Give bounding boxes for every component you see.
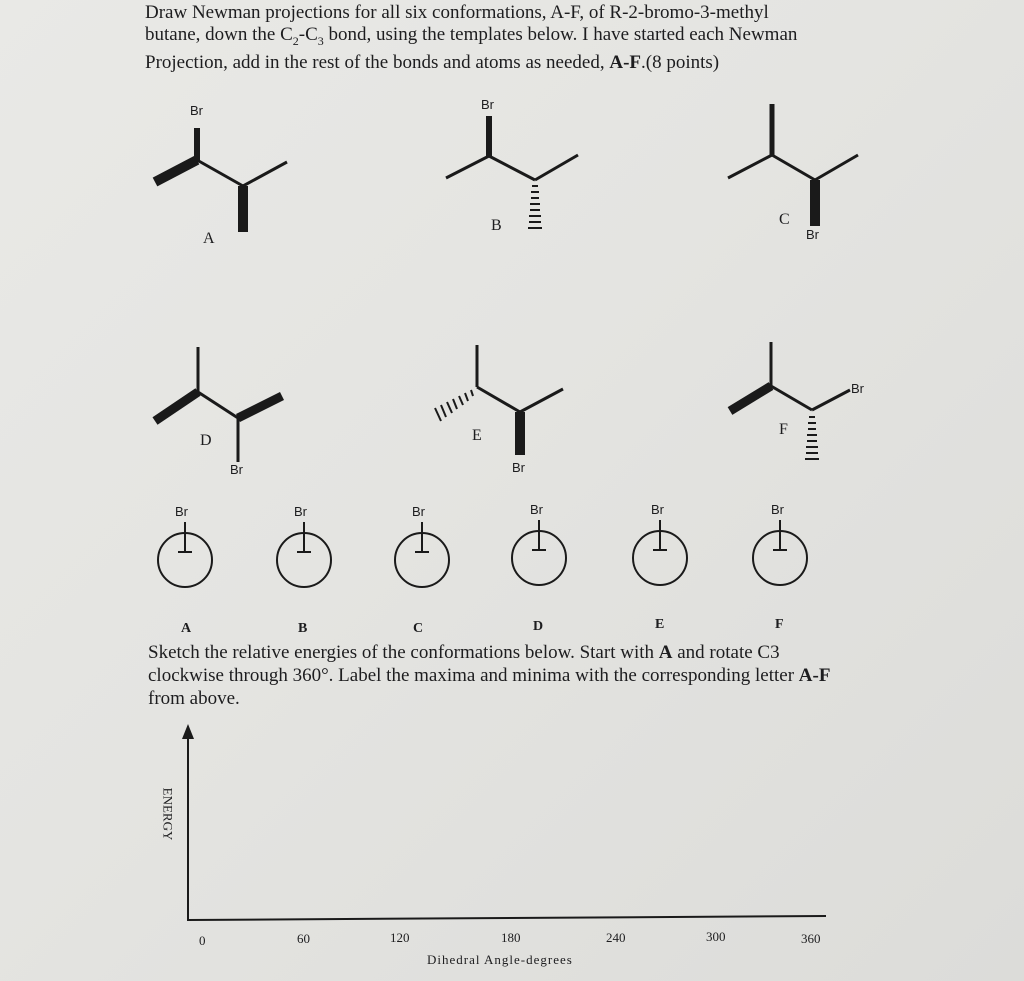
template-b-br-label: Br — [481, 97, 494, 112]
energy-axes — [182, 724, 826, 921]
tick-360: 360 — [801, 931, 821, 946]
tick-60: 60 — [297, 931, 310, 946]
template-f-structure — [730, 342, 850, 411]
newman-a-letter: A — [181, 621, 192, 636]
newman-c-letter: C — [413, 621, 424, 636]
template-a-letter: A — [203, 230, 215, 247]
newman-f-letter: F — [775, 617, 784, 632]
newman-a — [158, 522, 212, 587]
template-e-letter: E — [472, 427, 482, 444]
template-d-br-label: Br — [230, 462, 243, 477]
tick-240: 240 — [606, 930, 626, 945]
energy-instructions: Sketch the relative energies of the conformations below. Start with A and rotate C3 clockwise through 360°. Label the maxima and minima with the corresponding letter A-F from above. — [148, 642, 831, 709]
energy-axis-label: ENERGY — [160, 787, 176, 841]
template-e-hashed-bond — [435, 390, 473, 421]
tick-0: 0 — [199, 933, 206, 948]
newman-b-br: Br — [294, 504, 307, 519]
template-a-structure — [155, 128, 287, 232]
question-text: Draw Newman projections for all six conformations, A-F, of R-2-bromo-3-methyl butane, down the $C_2-C_3$ bond, using the templates below. I have started each Newman Projection, add in the rest of the bonds and atoms as needed, A-F.(8 points) — [145, 2, 798, 73]
template-f-br-label: Br — [851, 381, 864, 396]
template-e-structure — [477, 345, 563, 455]
newman-b — [277, 522, 331, 587]
template-a-br-label: Br — [190, 103, 203, 118]
newman-circles — [158, 520, 807, 587]
newman-f-br: Br — [771, 502, 784, 517]
template-f-letter: F — [779, 421, 788, 438]
dihedral-axis-label: Dihedral Angle-degrees — [427, 952, 573, 967]
template-d-letter: D — [200, 432, 212, 449]
template-b-hashed-bond — [528, 186, 542, 228]
template-e-br-label: Br — [512, 460, 525, 475]
newman-a-br: Br — [175, 504, 188, 519]
template-b-structure — [446, 116, 578, 180]
template-c-letter: C — [779, 211, 790, 228]
newman-d-letter: D — [533, 619, 544, 634]
template-b-letter: B — [491, 217, 502, 234]
template-d-structure — [155, 347, 282, 462]
template-c-br-label: Br — [806, 227, 819, 242]
newman-d-br: Br — [530, 502, 543, 517]
tick-180: 180 — [501, 930, 521, 945]
template-f-hashed-bond — [805, 417, 819, 459]
tick-120: 120 — [390, 930, 410, 945]
tick-300: 300 — [706, 929, 726, 944]
newman-e-br: Br — [651, 502, 664, 517]
newman-c — [395, 522, 449, 587]
newman-e-letter: E — [655, 617, 665, 632]
newman-c-br: Br — [412, 504, 425, 519]
template-c-structure — [728, 104, 858, 226]
newman-d — [512, 520, 566, 585]
newman-b-letter: B — [298, 621, 308, 636]
newman-e — [633, 520, 687, 585]
newman-f — [753, 520, 807, 585]
